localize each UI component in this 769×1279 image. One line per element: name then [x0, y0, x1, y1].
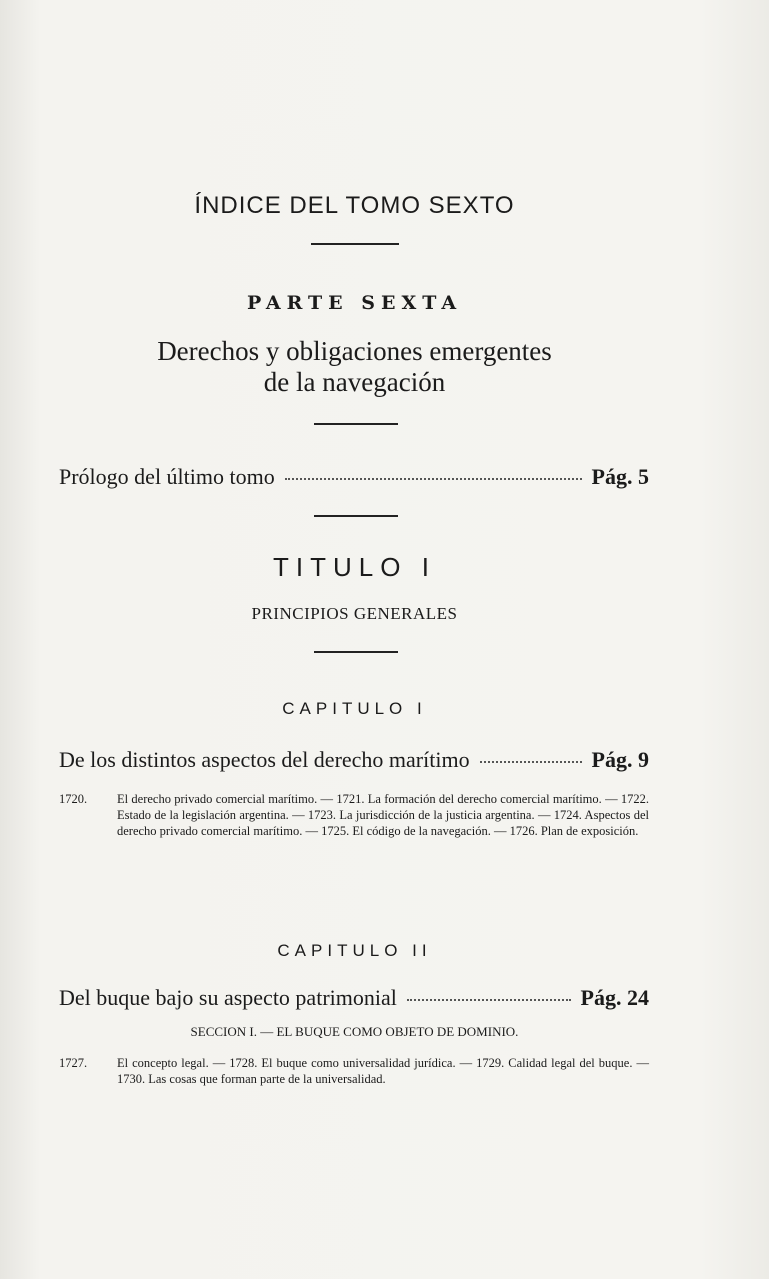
toc-entry-title: De los distintos aspectos del derecho marítimo: [59, 747, 470, 772]
chapter-summary: [59, 791, 649, 839]
summary-text: El derecho privado comercial marítimo. — 1721. La formación del derecho comercial marítimo. — 1722. Estado de la legislación argentina. — 1723. La jurisdicción de la justicia argentina. — 1724. Aspectos del derecho privado comercial marítimo. — 1725. El código de la navegación. — 1726. Plan de exposición.: [117, 792, 649, 838]
summary-number: 1727.: [59, 1056, 88, 1070]
divider: [314, 651, 398, 653]
chapter-label: CAPITULO II: [277, 941, 432, 960]
summary-number: 1720.: [59, 792, 88, 806]
toc-entry-title: Prólogo del último tomo: [59, 464, 275, 489]
part-subtitle: [0, 336, 709, 398]
toc-page-ref: Pág. 24: [580, 985, 649, 1010]
leader-dots: [285, 477, 582, 480]
divider: [311, 243, 399, 245]
chapter-label: CAPITULO I: [282, 699, 427, 718]
titulo-heading: TITULO I: [273, 552, 436, 582]
toc-page-ref: Pág. 5: [591, 464, 649, 489]
part-heading: PARTE SEXTA: [246, 292, 463, 314]
toc-page-ref: Pág. 9: [591, 747, 649, 772]
chapter-summary: [59, 1055, 649, 1087]
divider: [314, 423, 398, 425]
toc-entry-chapter-2: [59, 985, 649, 1011]
part-subtitle-line2: de la navegación: [263, 367, 446, 397]
titulo-name: PRINCIPIOS GENERALES: [251, 604, 458, 623]
toc-entry-chapter-1: [59, 747, 649, 773]
leader-dots: [407, 998, 571, 1001]
section-heading: SECCION I. — EL BUQUE COMO OBJETO DE DOMINIO.: [190, 1024, 519, 1039]
part-subtitle-line1: Derechos y obligaciones emergentes: [157, 336, 552, 366]
leader-dots: [480, 760, 582, 763]
index-title: ÍNDICE DEL TOMO SEXTO: [194, 192, 515, 219]
summary-text: El concepto legal. — 1728. El buque como universalidad jurídica. — 1729. Calidad legal del buque. — 1730. Las cosas que forman parte de la universalidad.: [117, 1056, 649, 1086]
toc-entry-title: Del buque bajo su aspecto patrimonial: [59, 985, 397, 1010]
toc-entry-prologue: [59, 464, 649, 490]
divider: [314, 515, 398, 517]
